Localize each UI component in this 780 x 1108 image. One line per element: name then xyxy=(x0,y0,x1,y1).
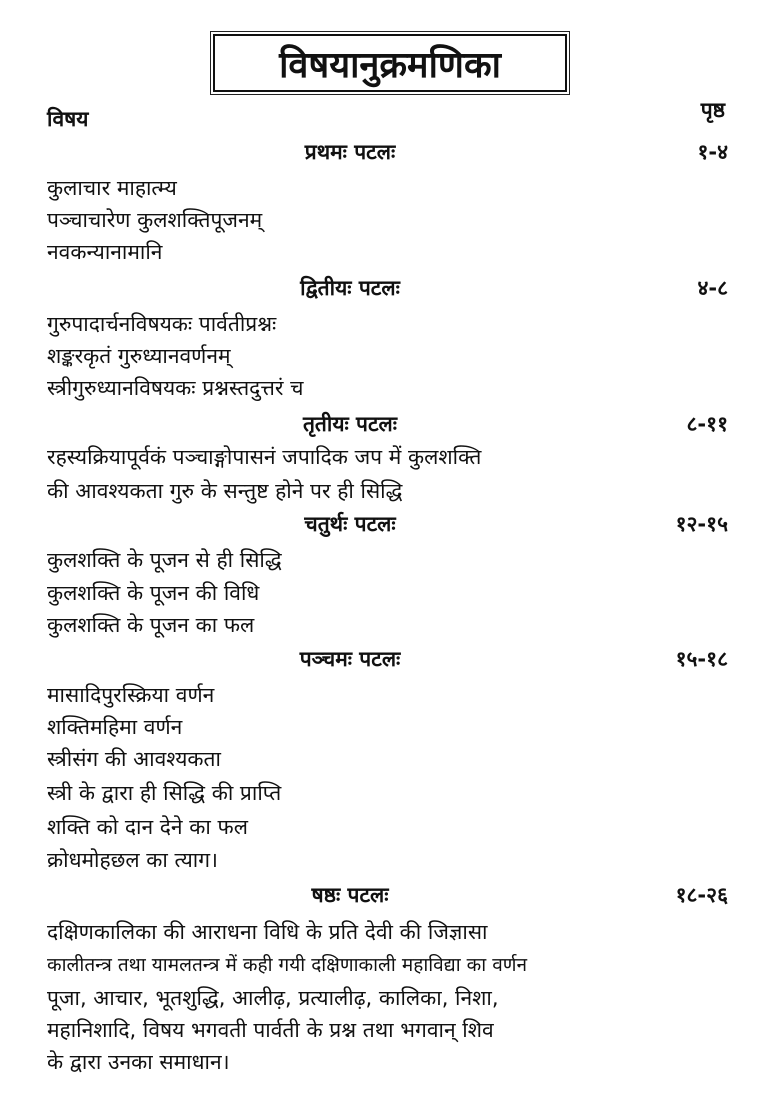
chapter-heading xyxy=(0,410,780,438)
chapter-heading xyxy=(0,881,780,909)
chapter-name: षष्ठः पटलः xyxy=(311,883,389,907)
list-item: कुलाचार माहात्म्य xyxy=(47,176,177,200)
list-item: दक्षिणकालिका की आराधना विधि के प्रति देवी की जिज्ञासा xyxy=(47,920,488,944)
list-item: स्त्रीगुरुध्यानविषयकः प्रश्नस्तदुत्तरं च xyxy=(47,376,304,400)
chapter-heading xyxy=(0,274,780,302)
chapter-pages: ८-११ xyxy=(686,412,728,436)
list-item: के द्वारा उनका समाधान। xyxy=(47,1050,230,1074)
list-item: स्त्री के द्वारा ही सिद्धि की प्राप्ति xyxy=(47,781,282,805)
list-item: शङ्करकृतं गुरुध्यानवर्णनम् xyxy=(47,344,231,368)
list-item: की आवश्यकता गुरु के सन्तुष्ट होने पर ही सिद्धि xyxy=(47,479,403,503)
list-item: शक्ति को दान देने का फल xyxy=(47,815,248,839)
list-item: शक्तिमहिमा वर्णन xyxy=(47,715,183,739)
chapter-name: पञ्चमः पटलः xyxy=(299,647,401,671)
list-item: क्रोधमोहछल का त्याग। xyxy=(47,848,218,872)
chapter-name: तृतीयः पटलः xyxy=(302,412,398,436)
chapter-name: द्वितीयः पटलः xyxy=(300,276,400,300)
list-item: पूजा, आचार, भूतशुद्धि, आलीढ़, प्रत्यालीढ़, कालिका, निशा, xyxy=(47,986,499,1010)
page-title: विषयानुक्रमणिका xyxy=(213,34,567,92)
list-item: स्त्रीसंग की आवश्यकता xyxy=(47,747,221,771)
list-item: कुलशक्ति के पूजन से ही सिद्धि xyxy=(47,548,282,572)
chapter-heading xyxy=(0,645,780,673)
list-item: रहस्यक्रियापूर्वकं पञ्चाङ्गोपासनं जपादिक जप में कुलशक्ति xyxy=(47,445,482,469)
list-item: मासादिपुरस्क्रिया वर्णन xyxy=(47,683,215,707)
list-item: पञ्चाचारेण कुलशक्तिपूजनम् xyxy=(47,208,263,232)
page-column-header: पृष्ठ xyxy=(700,98,725,122)
chapter-name: प्रथमः पटलः xyxy=(304,140,396,164)
list-item: महानिशादि, विषय भगवती पार्वती के प्रश्न तथा भगवान् शिव xyxy=(47,1018,494,1042)
list-item: कालीतन्त्र तथा यामलतन्त्र में कही गयी दक्षिणाकाली महाविद्या का वर्णन xyxy=(47,954,528,976)
chapter-pages: १-४ xyxy=(697,140,728,164)
chapter-pages: १५-१८ xyxy=(675,647,728,671)
chapter-pages: १८-२६ xyxy=(675,883,728,907)
list-item: नवकन्यानामानि xyxy=(47,240,163,264)
chapter-heading xyxy=(0,138,780,166)
list-item: कुलशक्ति के पूजन का फल xyxy=(47,613,255,637)
chapter-name: चतुर्थः पटलः xyxy=(304,512,396,536)
subject-column-header: विषय xyxy=(47,107,89,131)
chapter-pages: १२-१५ xyxy=(675,512,728,536)
list-item: कुलशक्ति के पूजन की विधि xyxy=(47,581,260,605)
chapter-pages: ४-८ xyxy=(697,276,728,300)
list-item: गुरुपादार्चनविषयकः पार्वतीप्रश्नः xyxy=(47,312,277,336)
chapter-heading xyxy=(0,510,780,538)
